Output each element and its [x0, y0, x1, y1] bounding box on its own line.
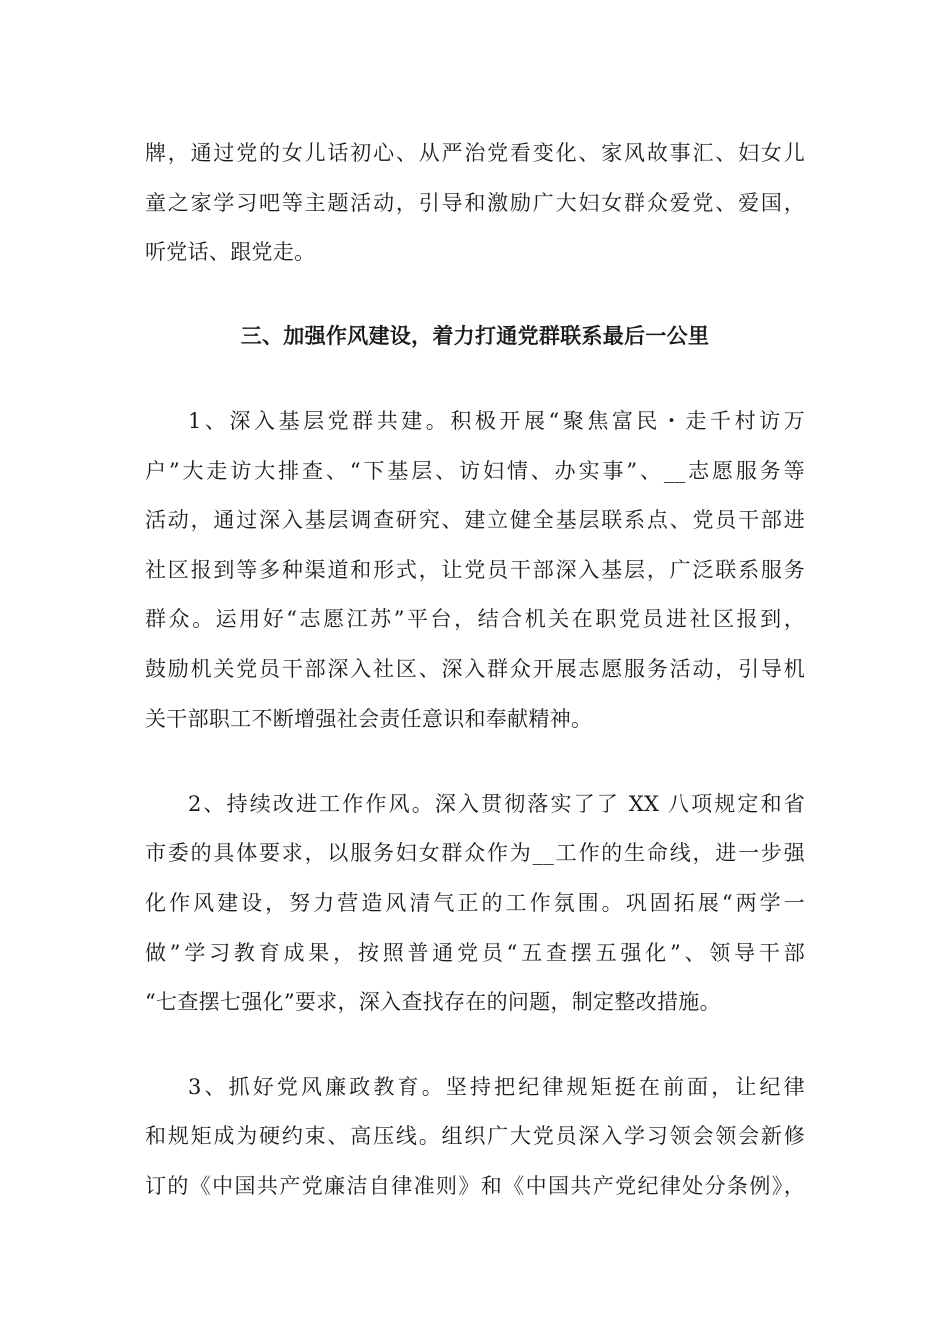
paragraph2-line-5: “七查摆七强化”要求，深入查找存在的问题，制定整改措施。	[145, 990, 721, 1014]
paragraph3-line-2: 和规矩成为硬约束、高压线。组织广大党员深入学习领会领会新修	[145, 1124, 805, 1148]
paragraph1-line-5: 群众。运用好“志愿江苏”平台，结合机关在职党员进社区报到，	[145, 607, 805, 631]
paragraph2-line-2: 市委的具体要求，以服务妇女群众作为__工作的生命线，进一步强	[145, 841, 805, 865]
intro-line-1: 牌，通过党的女儿话初心、从严治党看变化、家风故事汇、妇女儿	[145, 141, 805, 165]
paragraph1-line-7: 关干部职工不断增强社会责任意识和奉献精神。	[145, 707, 593, 731]
paragraph1-line-3: 活动，通过深入基层调查研究、建立健全基层联系点、党员干部进	[145, 508, 805, 532]
intro-line-3: 听党话、跟党走。	[145, 240, 316, 264]
paragraph2-line-3: 化作风建设，努力营造风清气正的工作氛围。巩固拓展“两学一	[145, 891, 805, 915]
paragraph1-line-2: 户”大走访大排查、“下基层、访妇情、办实事”、__志愿服务等	[145, 459, 805, 483]
paragraph2-line-1: 2、持续改进工作作风。深入贯彻落实了了 XX 八项规定和省	[188, 792, 805, 816]
paragraph3-line-3: 订的《中国共产党廉洁自律准则》和《中国共产党纪律处分条例》，	[145, 1174, 805, 1198]
paragraph1-line-6: 鼓励机关党员干部深入社区、深入群众开展志愿服务活动，引导机	[145, 657, 805, 681]
intro-line-2: 童之家学习吧等主题活动，引导和激励广大妇女群众爱党、爱国，	[145, 191, 805, 215]
paragraph1-line-4: 社区报到等多种渠道和形式，让党员干部深入基层，广泛联系服务	[145, 558, 805, 582]
paragraph3-line-1: 3、抓好党风廉政教育。坚持把纪律规矩挺在前面，让纪律	[188, 1075, 805, 1099]
paragraph2-line-4: 做”学习教育成果，按照普通党员“五查摆五强化”、领导干部	[145, 941, 805, 965]
paragraph1-line-1: 1、深入基层党群共建。积极开展“聚焦富民・走千村访万	[188, 409, 805, 433]
section-heading: 三、加强作风建设，着力打通党群联系最后一公里	[240, 323, 710, 348]
